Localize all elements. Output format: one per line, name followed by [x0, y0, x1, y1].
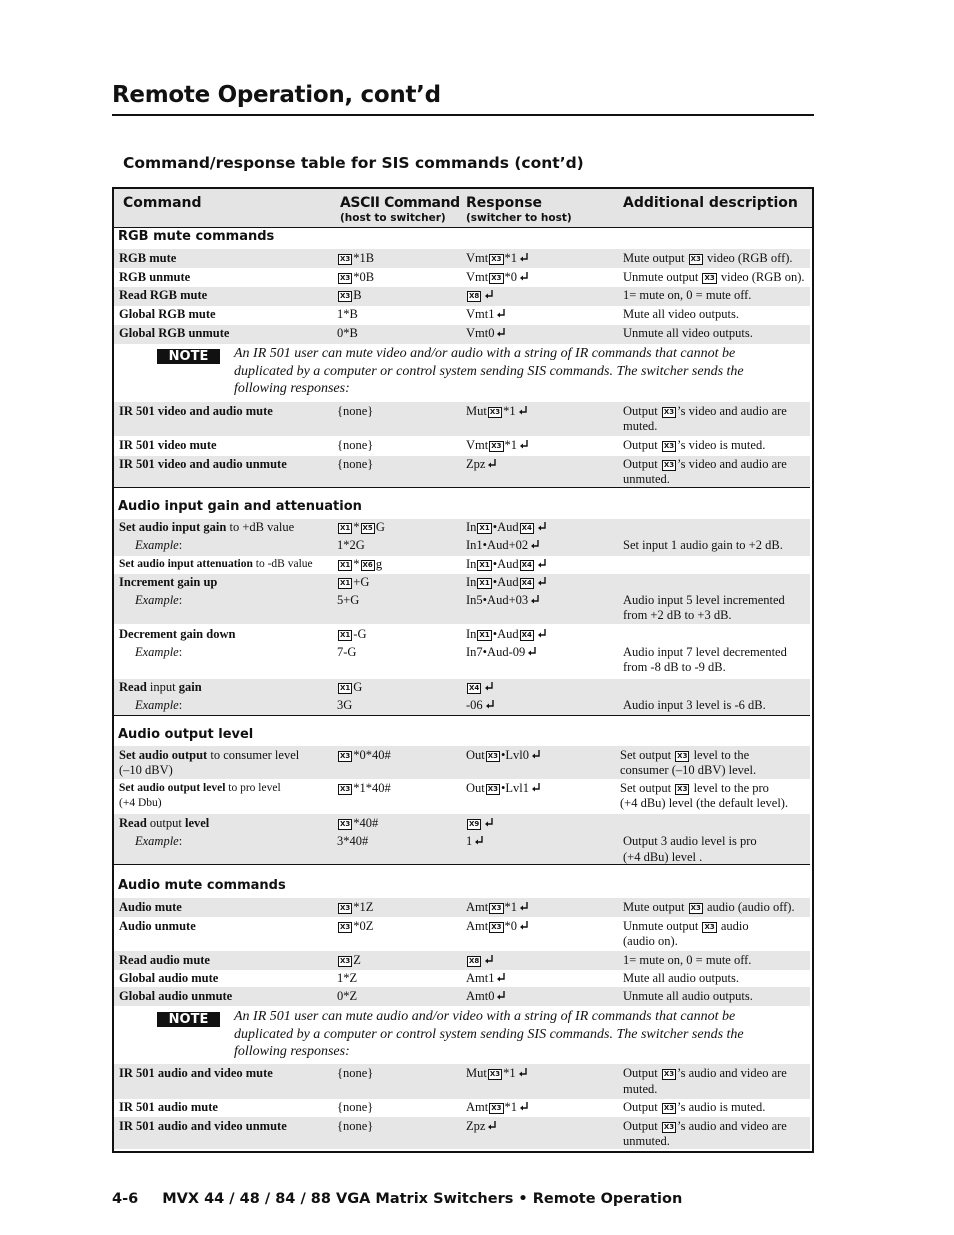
return-icon: [518, 1067, 528, 1079]
return-icon: [484, 954, 494, 966]
variable-box: X3: [704, 923, 715, 931]
variable-box: X3: [340, 752, 351, 760]
return-icon: [519, 920, 529, 932]
return-icon: [487, 1120, 497, 1132]
return-icon: [484, 681, 494, 693]
variable-box: X1: [479, 579, 490, 587]
ascii-command: 1*Z: [337, 971, 358, 985]
ascii-command: 5+G: [337, 593, 360, 607]
variable-box: X3: [340, 957, 351, 965]
ascii-command: {none}: [337, 457, 374, 471]
command-name: Read RGB mute: [119, 288, 208, 302]
variable-box: X1: [340, 579, 351, 587]
response: In X1 •Aud X4: [466, 557, 547, 572]
variable-box: X3: [663, 461, 675, 469]
description: Set output X3 level to the: [620, 748, 750, 762]
return-icon: [487, 458, 497, 470]
col-description-header: Additional description: [623, 195, 798, 211]
command-name: Read output level: [119, 816, 210, 830]
ascii-command: X1 G: [340, 680, 363, 694]
description: Set input 1 audio gain to +2 dB.: [623, 538, 783, 552]
command-name: Set audio output level to pro level: [119, 782, 281, 794]
command-name: Read input gain: [119, 680, 202, 694]
return-icon: [530, 539, 540, 551]
example-label: Example:: [135, 538, 183, 552]
ascii-command: {none}: [337, 1066, 374, 1080]
description: unmuted.: [623, 472, 670, 486]
variable-box: X3: [340, 785, 351, 793]
response: Vmt X3 *1: [466, 251, 529, 266]
description: Mute all audio outputs.: [623, 971, 739, 985]
ascii-command: X1 +G: [340, 575, 370, 589]
command-name: Audio mute: [119, 900, 182, 914]
variable-box: X8: [469, 292, 480, 300]
description: Audio input 7 level decremented: [623, 645, 787, 659]
variable-box: X8: [469, 957, 480, 965]
variable-box: X3: [690, 255, 701, 263]
variable-box: X3: [491, 923, 502, 931]
description: Output X3 ’s audio and video are: [623, 1119, 787, 1133]
command-name: Read audio mute: [119, 953, 210, 967]
response: -06: [466, 698, 495, 713]
description: Mute output X3 video (RGB off).: [623, 251, 793, 265]
return-icon: [537, 628, 547, 640]
command-name: Increment gain up: [119, 575, 218, 589]
description: 1= mute on, 0 = mute off.: [623, 288, 752, 302]
response: In7•Aud-09: [466, 645, 537, 660]
ascii-command: X3 B: [340, 288, 362, 302]
command-name: Set audio input gain to +dB value: [119, 520, 295, 534]
command-name: Set audio output to consumer level: [119, 748, 300, 762]
variable-box: X3: [677, 785, 688, 793]
command-name: RGB mute: [119, 251, 177, 265]
description: Output X3 ’s audio and video are: [623, 1066, 787, 1080]
return-icon: [519, 252, 529, 264]
ascii-command: {none}: [337, 1100, 374, 1114]
command-name: Audio unmute: [119, 919, 196, 933]
note-badge: NOTE: [157, 1012, 220, 1027]
response: Vmt X3 *1: [466, 438, 529, 453]
variable-box: X4: [521, 631, 532, 639]
response: Amt0: [466, 989, 506, 1004]
variable-box: X3: [491, 1104, 502, 1112]
description: from +2 dB to +3 dB.: [623, 608, 732, 622]
response: Zpz: [466, 457, 497, 472]
response: [466, 953, 494, 968]
command-name: Global audio mute: [119, 971, 219, 985]
ascii-command: 0*B: [337, 326, 358, 340]
variable-box: X3: [340, 923, 351, 931]
response: Out X3 •Lvl0: [466, 748, 541, 763]
return-icon: [519, 901, 529, 913]
variable-box: X1: [340, 684, 351, 692]
description: Output X3 ’s video and audio are: [623, 457, 787, 471]
variable-box: X3: [340, 820, 351, 828]
example-label: Example:: [135, 645, 183, 659]
variable-box: X1: [479, 524, 490, 532]
variable-box: X9: [469, 820, 480, 828]
variable-box: X3: [340, 255, 351, 263]
response: Mut X3 *1: [466, 1066, 528, 1081]
return-icon: [537, 576, 547, 588]
variable-box: X3: [489, 408, 501, 416]
description: Unmute all audio outputs.: [623, 989, 753, 1003]
description: Audio input 5 level incremented: [623, 593, 785, 607]
ascii-command: 0*Z: [337, 989, 358, 1003]
return-icon: [527, 646, 537, 658]
variable-box: X4: [521, 579, 532, 587]
response: Out X3 •Lvl1: [466, 781, 541, 796]
variable-box: X5: [362, 524, 373, 532]
section-title: Command/response table for SIS commands (cont’d): [123, 154, 584, 172]
ascii-command: X1 * X6 g: [340, 557, 383, 571]
description: Unmute output X3 audio: [623, 919, 749, 933]
variable-box: X3: [704, 274, 715, 282]
response: In X1 •Aud X4: [466, 520, 547, 535]
ascii-command: {none}: [337, 1119, 374, 1133]
return-icon: [518, 405, 528, 417]
command-name: IR 501 video mute: [119, 438, 217, 452]
return-icon: [474, 835, 484, 847]
response: Zpz: [466, 1119, 497, 1134]
variable-box: X3: [340, 904, 351, 912]
variable-box: X1: [479, 631, 490, 639]
response: [466, 680, 494, 695]
description: from -8 dB to -9 dB.: [623, 660, 726, 674]
response: Mut X3 *1: [466, 404, 528, 419]
variable-box: X1: [479, 561, 490, 569]
variable-box: X4: [521, 524, 532, 532]
ascii-command: X3 *1*40#: [340, 781, 391, 795]
ascii-command: X3 *0Z: [340, 919, 374, 933]
description: Set output X3 level to the pro: [620, 781, 769, 795]
variable-box: X3: [491, 274, 502, 282]
return-icon: [537, 558, 547, 570]
return-icon: [485, 699, 495, 711]
ascii-command: X1 -G: [340, 627, 367, 641]
response: 1: [466, 834, 484, 849]
response: In1•Aud+02: [466, 538, 540, 553]
ascii-command: {none}: [337, 404, 374, 418]
return-icon: [496, 972, 506, 984]
ascii-command: X3 *0*40#: [340, 748, 391, 762]
col-response-header: Response: [466, 195, 543, 211]
response: In X1 •Aud X4: [466, 575, 547, 590]
command-name: IR 501 audio and video mute: [119, 1066, 273, 1080]
ascii-command: 1*B: [337, 307, 358, 321]
description: Mute all video outputs.: [623, 307, 739, 321]
response: Amt1: [466, 971, 506, 986]
return-icon: [519, 1101, 529, 1113]
ascii-command: {none}: [337, 438, 374, 452]
return-icon: [484, 817, 494, 829]
ascii-command: X1 * X5 G: [340, 520, 385, 534]
description: Audio input 3 level is -6 dB.: [623, 698, 766, 712]
group-title: Audio mute commands: [118, 878, 286, 893]
description: 1= mute on, 0 = mute off.: [623, 953, 752, 967]
response: Amt X3 *1: [466, 1100, 529, 1115]
response: Vmt X3 *0: [466, 270, 529, 285]
description: Mute output X3 audio (audio off).: [623, 900, 795, 914]
ascii-command: 3*40#: [337, 834, 369, 848]
variable-box: X3: [663, 1104, 675, 1112]
ascii-command: X3 *40#: [340, 816, 379, 830]
note-text: An IR 501 user can mute video and/or audio with a string of IR commands that cannot be duplicated by a computer or control system sending SIS commands. The switcher sends the following responses:: [234, 346, 744, 396]
description: Output X3 ’s audio is muted.: [623, 1100, 766, 1114]
description: Output 3 audio level is pro: [623, 834, 757, 848]
variable-box: X4: [469, 684, 480, 692]
example-label: Example:: [135, 698, 183, 712]
page-footer: [112, 1191, 682, 1207]
col-command-header: Command: [123, 195, 202, 211]
return-icon: [519, 439, 529, 451]
return-icon: [496, 327, 506, 339]
variable-box: X3: [677, 752, 688, 760]
ascii-command: X3 Z: [340, 953, 361, 967]
example-label: Example:: [135, 593, 183, 607]
ascii-command: X3 *1B: [340, 251, 375, 265]
return-icon: [531, 782, 541, 794]
description: unmuted.: [623, 1134, 670, 1148]
ascii-command: 1*2G: [337, 538, 365, 552]
group-title: Audio input gain and attenuation: [118, 499, 362, 514]
variable-box: X3: [491, 904, 502, 912]
command-name: IR 501 video and audio unmute: [119, 457, 287, 471]
description: muted.: [623, 419, 658, 433]
return-icon: [531, 749, 541, 761]
variable-box: X3: [663, 1070, 675, 1078]
command-name: Decrement gain down: [119, 627, 236, 641]
command-name: IR 501 audio mute: [119, 1100, 218, 1114]
return-icon: [537, 521, 547, 533]
ascii-command: 7-G: [337, 645, 357, 659]
variable-box: X3: [491, 442, 502, 450]
description: (audio on).: [623, 934, 678, 948]
description: Unmute output X3 video (RGB on).: [623, 270, 805, 284]
command-name: Global RGB unmute: [119, 326, 230, 340]
response: Amt X3 *0: [466, 919, 529, 934]
return-icon: [519, 271, 529, 283]
description: consumer (–10 dBV) level.: [620, 763, 757, 777]
command-name: IR 501 video and audio mute: [119, 404, 273, 418]
group-title: RGB mute commands: [118, 229, 275, 244]
description: Output X3 ’s video and audio are: [623, 404, 787, 418]
ascii-command: X3 *1Z: [340, 900, 374, 914]
response: Vmt0: [466, 326, 506, 341]
col-ascii-subheader: (host to switcher): [340, 212, 446, 224]
variable-box: X3: [491, 255, 502, 263]
command-name: (–10 dBV): [119, 763, 173, 777]
ascii-command: 3G: [337, 698, 353, 712]
variable-box: X3: [663, 408, 675, 416]
variable-box: X3: [663, 442, 675, 450]
response: [466, 288, 494, 303]
response: [466, 816, 494, 831]
note-text: An IR 501 user can mute audio and/or video with a string of IR commands that cannot be duplicated by a computer or control system sending SIS commands. The switcher sends the following responses:: [234, 1009, 744, 1059]
variable-box: X3: [340, 274, 351, 282]
variable-box: X3: [487, 785, 499, 793]
command-name: RGB unmute: [119, 270, 191, 284]
command-name: Global audio unmute: [119, 989, 233, 1003]
footer-text: MVX 44 / 48 / 84 / 88 VGA Matrix Switchers • Remote Operation: [162, 1191, 683, 1207]
note-badge: NOTE: [157, 349, 220, 364]
command-name: IR 501 audio and video unmute: [119, 1119, 287, 1133]
ascii-command: X3 *0B: [340, 270, 375, 284]
variable-box: X3: [690, 904, 701, 912]
description: (+4 dBu) level .: [623, 850, 703, 864]
variable-box: X3: [487, 752, 499, 760]
page-title: Remote Operation, cont’d: [112, 82, 441, 108]
description: Output X3 ’s video is muted.: [623, 438, 766, 452]
command-name: Global RGB mute: [119, 307, 216, 321]
variable-box: X1: [340, 524, 351, 532]
description: Unmute all video outputs.: [623, 326, 753, 340]
command-name: Set audio input attenuation to -dB value: [119, 558, 313, 570]
variable-box: X1: [340, 631, 351, 639]
group-title: Audio output level: [118, 727, 254, 742]
return-icon: [496, 308, 506, 320]
response: Amt X3 *1: [466, 900, 529, 915]
response: Vmt1: [466, 307, 506, 322]
variable-box: X3: [663, 1123, 675, 1131]
command-name: (+4 Dbu): [119, 797, 162, 809]
col-response-subheader: (switcher to host): [466, 212, 572, 224]
title-rule: [112, 114, 814, 116]
variable-box: X6: [362, 561, 373, 569]
example-label: Example:: [135, 834, 183, 848]
return-icon: [496, 990, 506, 1002]
return-icon: [530, 594, 540, 606]
col-ascii-header: ASCII Command: [340, 195, 460, 211]
variable-box: X1: [340, 561, 351, 569]
response: In5•Aud+03: [466, 593, 540, 608]
variable-box: X3: [340, 292, 351, 300]
description: (+4 dBu) level (the default level).: [620, 796, 789, 810]
variable-box: X4: [521, 561, 532, 569]
page-number: 4-6: [112, 1191, 139, 1207]
return-icon: [484, 289, 494, 301]
response: In X1 •Aud X4: [466, 627, 547, 642]
variable-box: X3: [489, 1070, 501, 1078]
description: muted.: [623, 1082, 658, 1096]
